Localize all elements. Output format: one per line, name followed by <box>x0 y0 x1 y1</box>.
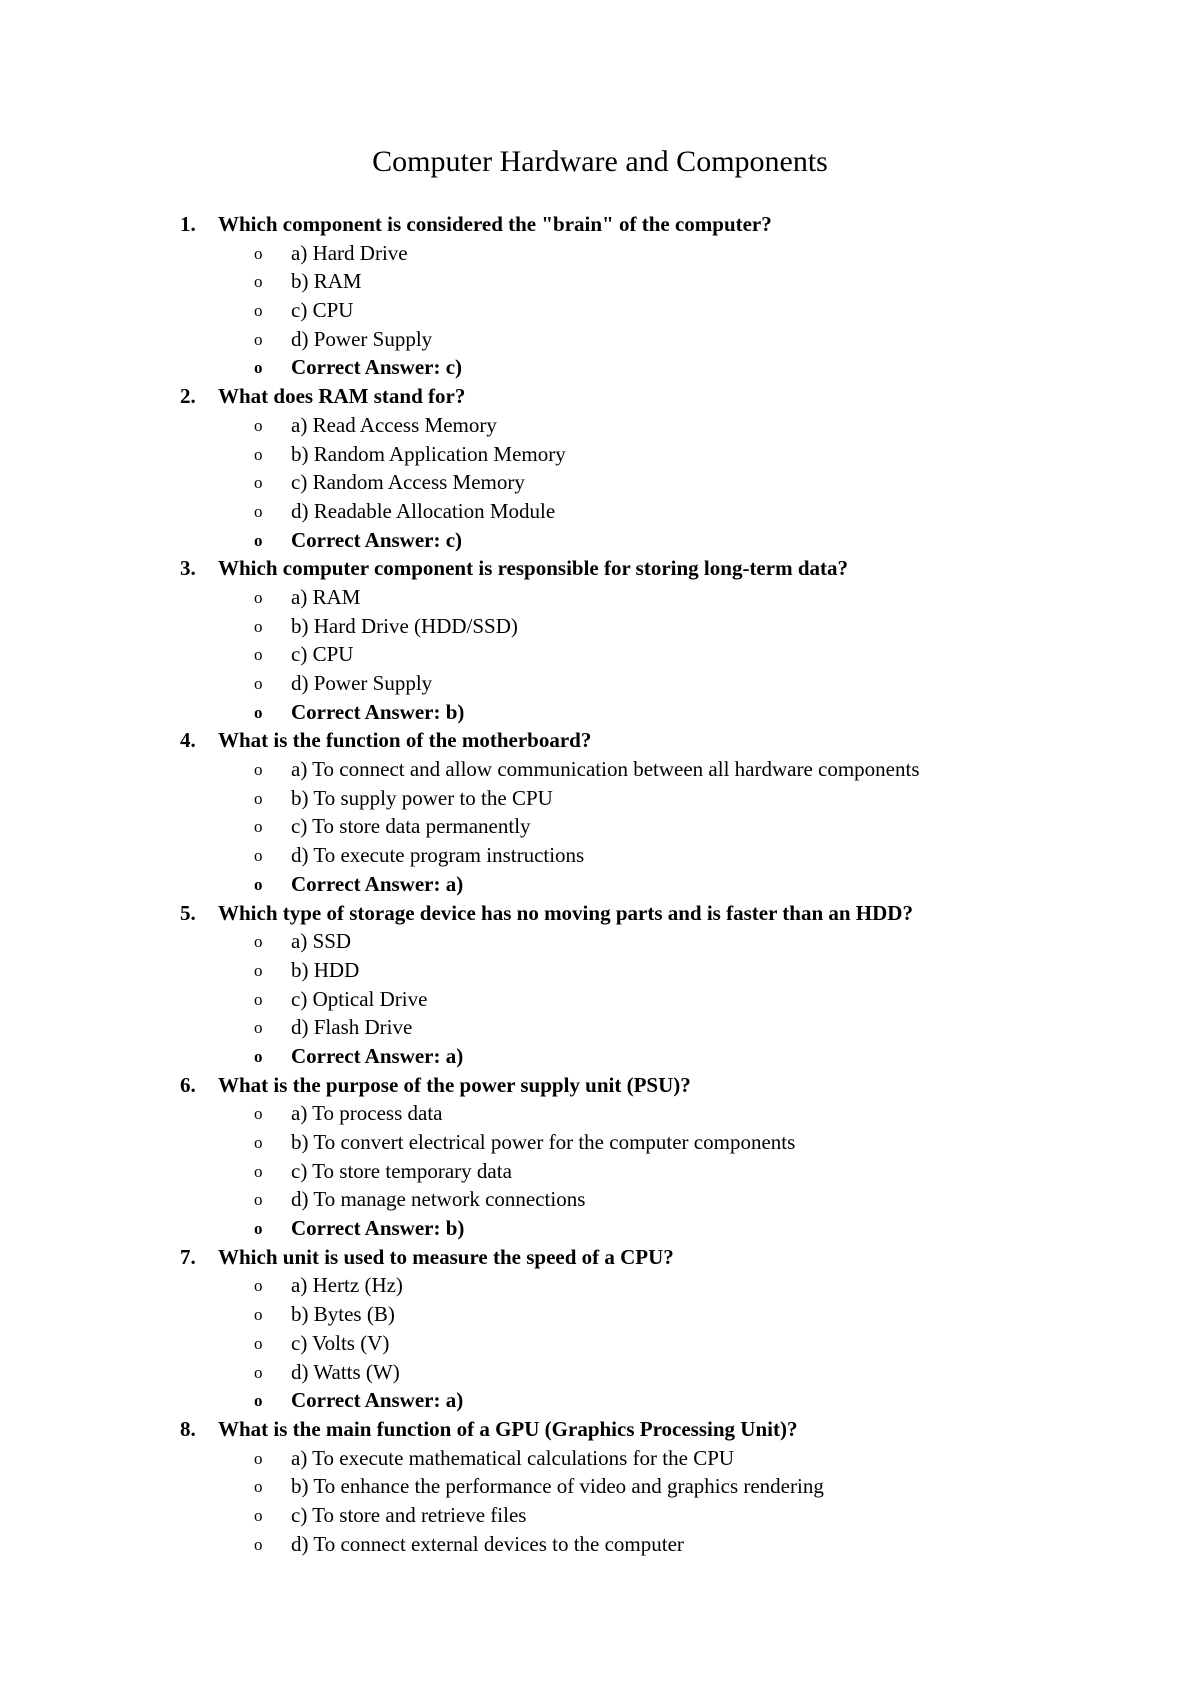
option-text: b) To enhance the performance of video and graphics rendering <box>291 1474 824 1499</box>
option-list <box>0 239 1200 382</box>
option-list <box>0 1444 1200 1559</box>
option-row <box>0 956 1200 985</box>
option-row <box>0 841 1200 870</box>
option-row <box>0 440 1200 469</box>
question-row <box>0 1243 1200 1272</box>
option-text: c) Volts (V) <box>291 1330 390 1355</box>
bullet-icon: o <box>254 1477 263 1497</box>
option-row <box>0 583 1200 612</box>
option-text: a) Hertz (Hz) <box>291 1273 403 1298</box>
bullet-icon: o <box>254 1161 263 1181</box>
question-row <box>0 899 1200 928</box>
correct-answer-text: Correct Answer: a) <box>291 1043 464 1068</box>
option-text: b) Random Application Memory <box>291 441 566 466</box>
option-text: d) Power Supply <box>291 326 433 351</box>
question-number: 3. <box>180 556 196 581</box>
option-list <box>0 583 1200 726</box>
bullet-icon: o <box>254 1505 263 1525</box>
bullet-icon: o <box>254 501 263 521</box>
option-row <box>0 1358 1200 1387</box>
bullet-icon: o <box>254 1333 263 1353</box>
option-text: a) To process data <box>291 1101 443 1126</box>
bullet-icon: o <box>254 1534 263 1554</box>
bullet-icon: o <box>254 932 263 952</box>
question-item <box>0 1415 1200 1558</box>
question-number: 7. <box>180 1244 196 1269</box>
option-text: c) To store temporary data <box>291 1158 512 1183</box>
bullet-icon: o <box>254 817 263 837</box>
bullet-icon: o <box>254 272 263 292</box>
option-text: c) To store data permanently <box>291 814 531 839</box>
option-row <box>0 1099 1200 1128</box>
question-text: Which component is considered the "brain" of the computer? <box>218 212 772 236</box>
question-number: 1. <box>180 212 196 236</box>
question-text: Which unit is used to measure the speed of a CPU? <box>218 1244 674 1269</box>
option-row <box>0 1157 1200 1186</box>
question-row <box>0 382 1200 411</box>
bullet-icon: o <box>254 874 263 894</box>
bullet-icon: o <box>254 1046 263 1066</box>
bullet-icon: o <box>254 989 263 1009</box>
bullet-icon: o <box>254 415 263 435</box>
correct-answer-text: Correct Answer: a) <box>291 1388 464 1413</box>
option-text: b) To convert electrical power for the computer components <box>291 1130 796 1154</box>
question-text: Which computer component is responsible for storing long-term data? <box>218 556 848 581</box>
question-item <box>0 1071 1200 1243</box>
option-row <box>0 1501 1200 1530</box>
correct-answer-text: Correct Answer: a) <box>291 871 464 896</box>
option-row <box>0 1444 1200 1473</box>
question-list <box>0 210 1200 1558</box>
correct-answer-row <box>0 870 1200 899</box>
option-row <box>0 612 1200 641</box>
question-text: What is the purpose of the power supply unit (PSU)? <box>218 1072 691 1097</box>
option-text: d) Watts (W) <box>291 1359 400 1384</box>
question-item <box>0 899 1200 1071</box>
option-row <box>0 1472 1200 1501</box>
option-text: d) To execute program instructions <box>291 843 585 868</box>
option-row <box>0 411 1200 440</box>
bullet-icon: o <box>254 1448 263 1468</box>
option-row <box>0 1530 1200 1559</box>
option-row <box>0 1271 1200 1300</box>
question-item <box>0 382 1200 554</box>
option-list <box>0 927 1200 1070</box>
question-number: 4. <box>180 728 196 753</box>
option-text: d) To manage network connections <box>291 1187 586 1212</box>
question-text: Which type of storage device has no moving parts and is faster than an HDD? <box>218 900 913 925</box>
bullet-icon: o <box>254 1276 263 1296</box>
option-text: d) Power Supply <box>291 671 433 695</box>
question-row <box>0 1415 1200 1444</box>
question-number: 6. <box>180 1072 196 1097</box>
option-list <box>0 411 1200 554</box>
bullet-icon: o <box>254 473 263 493</box>
option-text: b) RAM <box>291 269 362 294</box>
question-text: What does RAM stand for? <box>218 384 466 409</box>
option-text: a) To connect and allow communication between all hardware components <box>291 757 920 782</box>
option-text: d) Flash Drive <box>291 1015 413 1040</box>
option-row <box>0 669 1200 698</box>
option-row <box>0 1300 1200 1329</box>
question-text: What is the main function of a GPU (Graphics Processing Unit)? <box>218 1416 798 1441</box>
bullet-icon: o <box>254 329 263 349</box>
correct-answer-text: Correct Answer: b) <box>291 1216 465 1241</box>
bullet-icon: o <box>254 358 263 378</box>
option-row <box>0 468 1200 497</box>
option-row <box>0 812 1200 841</box>
bullet-icon: o <box>254 1391 263 1411</box>
option-text: c) To store and retrieve files <box>291 1502 527 1527</box>
correct-answer-row <box>0 1386 1200 1415</box>
bullet-icon: o <box>254 1190 263 1210</box>
bullet-icon: o <box>254 1018 263 1038</box>
option-text: a) RAM <box>291 584 361 609</box>
question-row <box>0 210 1200 239</box>
correct-answer-row <box>0 526 1200 555</box>
question-number: 8. <box>180 1416 196 1441</box>
correct-answer-row <box>0 1042 1200 1071</box>
bullet-icon: o <box>254 1305 263 1325</box>
option-list <box>0 1271 1200 1414</box>
option-row <box>0 497 1200 526</box>
document-title: Computer Hardware and Components <box>372 145 828 178</box>
option-text: b) To supply power to the CPU <box>291 785 553 810</box>
bullet-icon: o <box>254 674 263 693</box>
correct-answer-row <box>0 353 1200 382</box>
option-row <box>0 296 1200 325</box>
bullet-icon: o <box>254 846 263 866</box>
option-text: d) Readable Allocation Module <box>291 498 556 523</box>
question-text: What is the function of the motherboard? <box>218 728 592 753</box>
option-text: b) Bytes (B) <box>291 1302 395 1327</box>
question-row <box>0 726 1200 755</box>
option-row <box>0 755 1200 784</box>
bullet-icon: o <box>254 616 263 636</box>
bullet-icon: o <box>254 645 263 665</box>
option-row <box>0 640 1200 669</box>
bullet-icon: o <box>254 702 263 722</box>
bullet-icon: o <box>254 960 263 980</box>
bullet-icon: o <box>254 788 263 808</box>
option-text: b) HDD <box>291 957 360 982</box>
question-row <box>0 1071 1200 1100</box>
question-row <box>0 554 1200 583</box>
option-row <box>0 927 1200 956</box>
bullet-icon: o <box>254 1133 263 1152</box>
option-text: d) To connect external devices to the computer <box>291 1531 684 1556</box>
option-row <box>0 1329 1200 1358</box>
option-row <box>0 784 1200 813</box>
correct-answer-text: Correct Answer: c) <box>291 355 463 380</box>
correct-answer-text: Correct Answer: c) <box>291 527 463 552</box>
option-row <box>0 985 1200 1014</box>
option-list <box>0 755 1200 898</box>
option-list <box>0 1099 1200 1242</box>
bullet-icon: o <box>254 530 263 550</box>
option-text: a) Hard Drive <box>291 240 408 265</box>
correct-answer-text: Correct Answer: b) <box>291 699 465 724</box>
option-row <box>0 1185 1200 1214</box>
bullet-icon: o <box>254 301 263 321</box>
bullet-icon: o <box>254 587 263 607</box>
bullet-icon: o <box>254 1104 263 1124</box>
question-number: 5. <box>180 900 196 925</box>
option-text: c) CPU <box>291 642 354 667</box>
option-text: b) Hard Drive (HDD/SSD) <box>291 613 518 638</box>
correct-answer-row <box>0 698 1200 727</box>
option-text: a) To execute mathematical calculations for the CPU <box>291 1445 735 1470</box>
question-item <box>0 554 1200 726</box>
option-text: a) SSD <box>291 929 352 954</box>
bullet-icon: o <box>254 243 263 263</box>
option-text: c) Optical Drive <box>291 986 428 1011</box>
question-item <box>0 726 1200 898</box>
question-number: 2. <box>180 384 196 409</box>
option-row <box>0 1013 1200 1042</box>
option-row <box>0 239 1200 268</box>
option-text: a) Read Access Memory <box>291 412 497 437</box>
question-item <box>0 1243 1200 1415</box>
option-text: c) Random Access Memory <box>291 470 525 495</box>
bullet-icon: o <box>254 444 263 464</box>
question-item <box>0 210 1200 382</box>
option-row <box>0 325 1200 354</box>
option-row <box>0 1128 1200 1157</box>
bullet-icon: o <box>254 1219 263 1239</box>
bullet-icon: o <box>254 1362 263 1382</box>
bullet-icon: o <box>254 760 263 780</box>
option-text: c) CPU <box>291 298 354 323</box>
correct-answer-row <box>0 1214 1200 1243</box>
option-row <box>0 267 1200 296</box>
